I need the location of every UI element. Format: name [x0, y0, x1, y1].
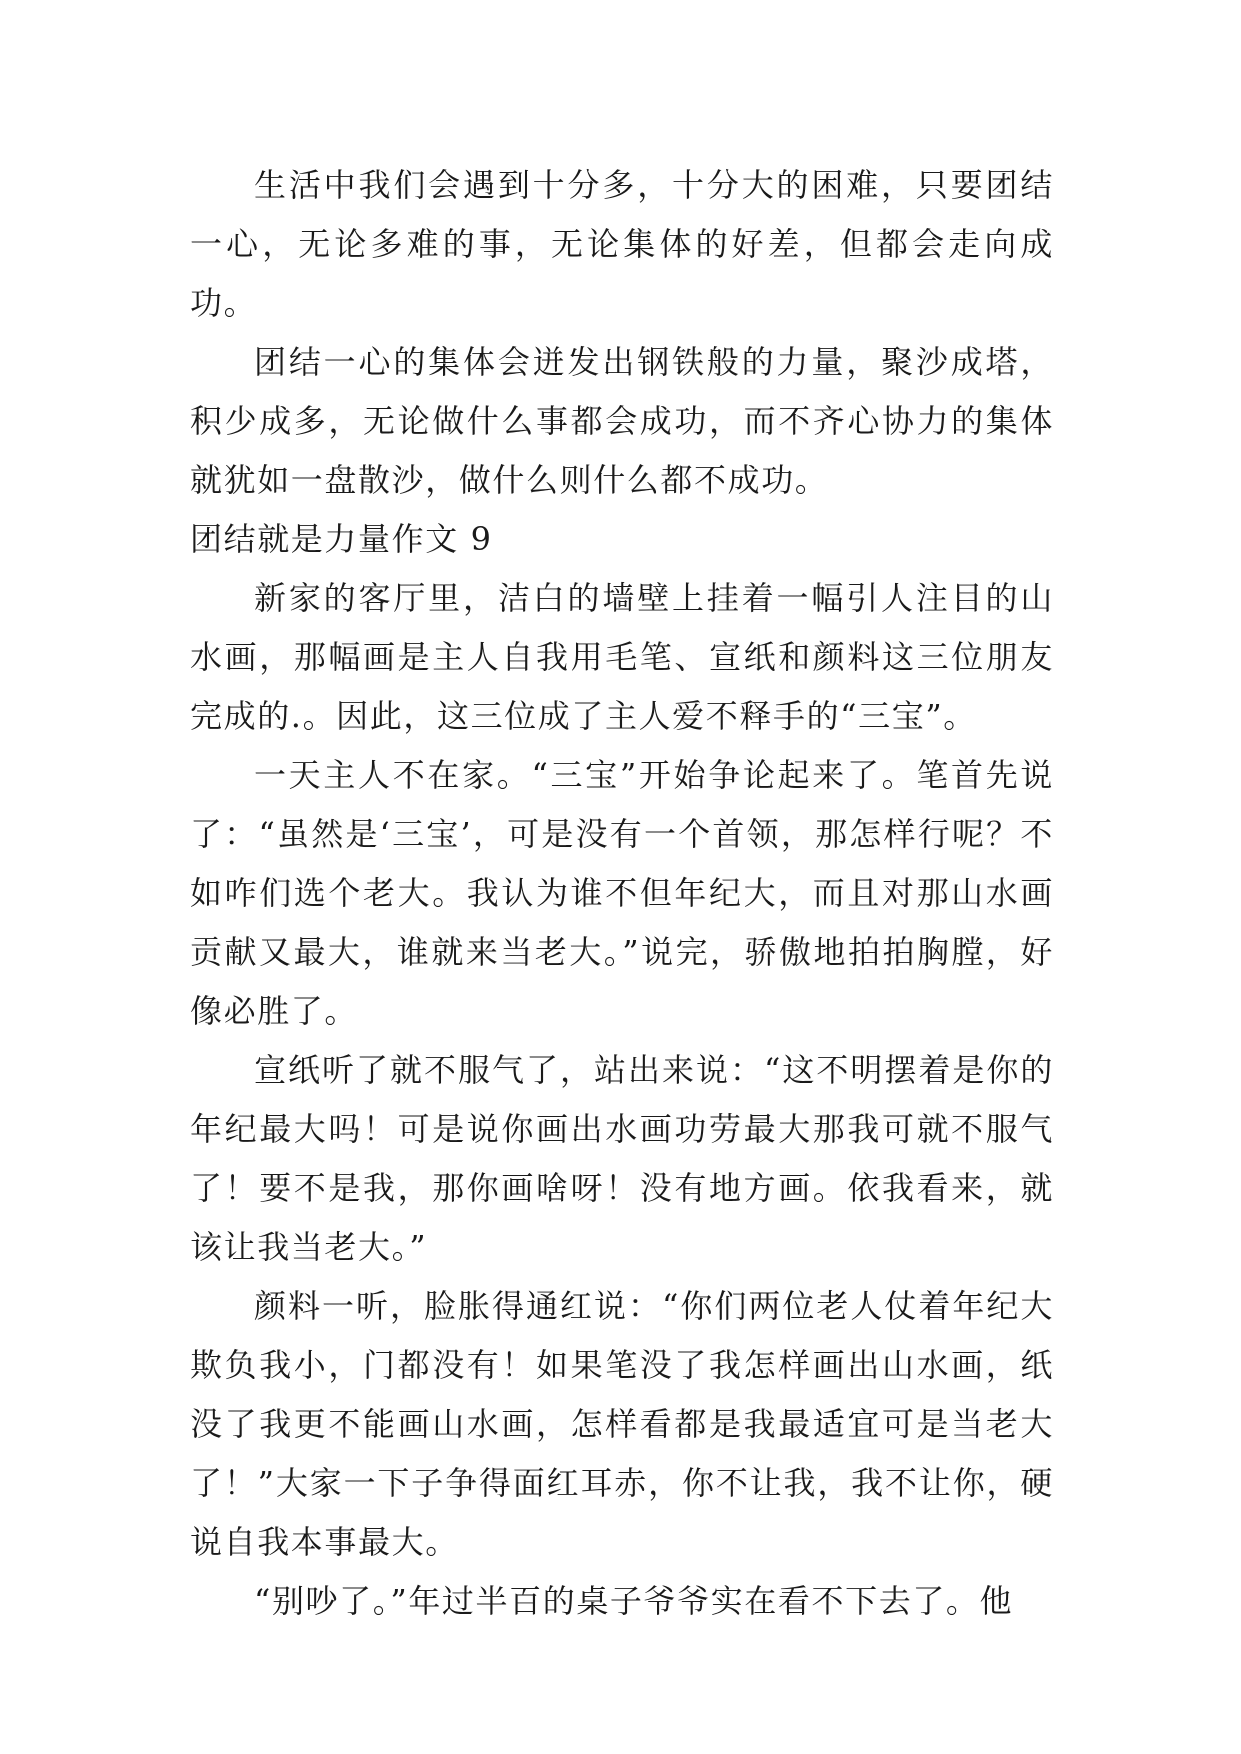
paragraph: 团结一心的集体会迸发出钢铁般的力量，聚沙成塔，积少成多，无论做什么事都会成功，而不齐心协力的集体就犹如一盘散沙，做什么则什么都不成功。: [190, 343, 1054, 499]
paragraph: 生活中我们会遇到十分多，十分大的困难，只要团结一心，无论多难的事，无论集体的好差，但都会走向成功。: [190, 166, 1054, 322]
paragraph: 宣纸听了就不服气了，站出来说：“这不明摆着是你的年纪最大吗！可是说你画出水画功劳最大那我可就不服气了！要不是我，那你画啥呀！没有地方画。依我看来，就该让我当老大。”: [190, 1051, 1054, 1266]
paragraph: 颜料一听，脸胀得通红说：“你们两位老人仗着年纪大欺负我小，门都没有！如果笔没了我怎样画出山水画，纸没了我更不能画山水画，怎样看都是我最适宜可是当老大了！”大家一下子争得面红耳赤，你不让我，我不让你，硬说自我本事最大。: [190, 1287, 1054, 1561]
section-title: 团结就是力量作文 9: [190, 520, 493, 558]
paragraph: “别吵了。”年过半百的桌子爷爷实在看不下去了。他: [254, 1582, 1014, 1620]
paragraph: 新家的客厅里，洁白的墙壁上挂着一幅引人注目的山水画，那幅画是主人自我用毛笔、宣纸和颜料这三位朋友完成的.。因此，这三位成了主人爱不释手的“三宝”。: [190, 579, 1054, 735]
document-body: [190, 156, 1054, 1631]
paragraph: 一天主人不在家。“三宝”开始争论起来了。笔首先说了：“虽然是‘三宝’，可是没有一个首领，那怎样行呢？不如咋们选个老大。我认为谁不但年纪大，而且对那山水画贡献又最大，谁就来当老大。”说完，骄傲地拍拍胸膛，好像必胜了。: [190, 756, 1054, 1030]
